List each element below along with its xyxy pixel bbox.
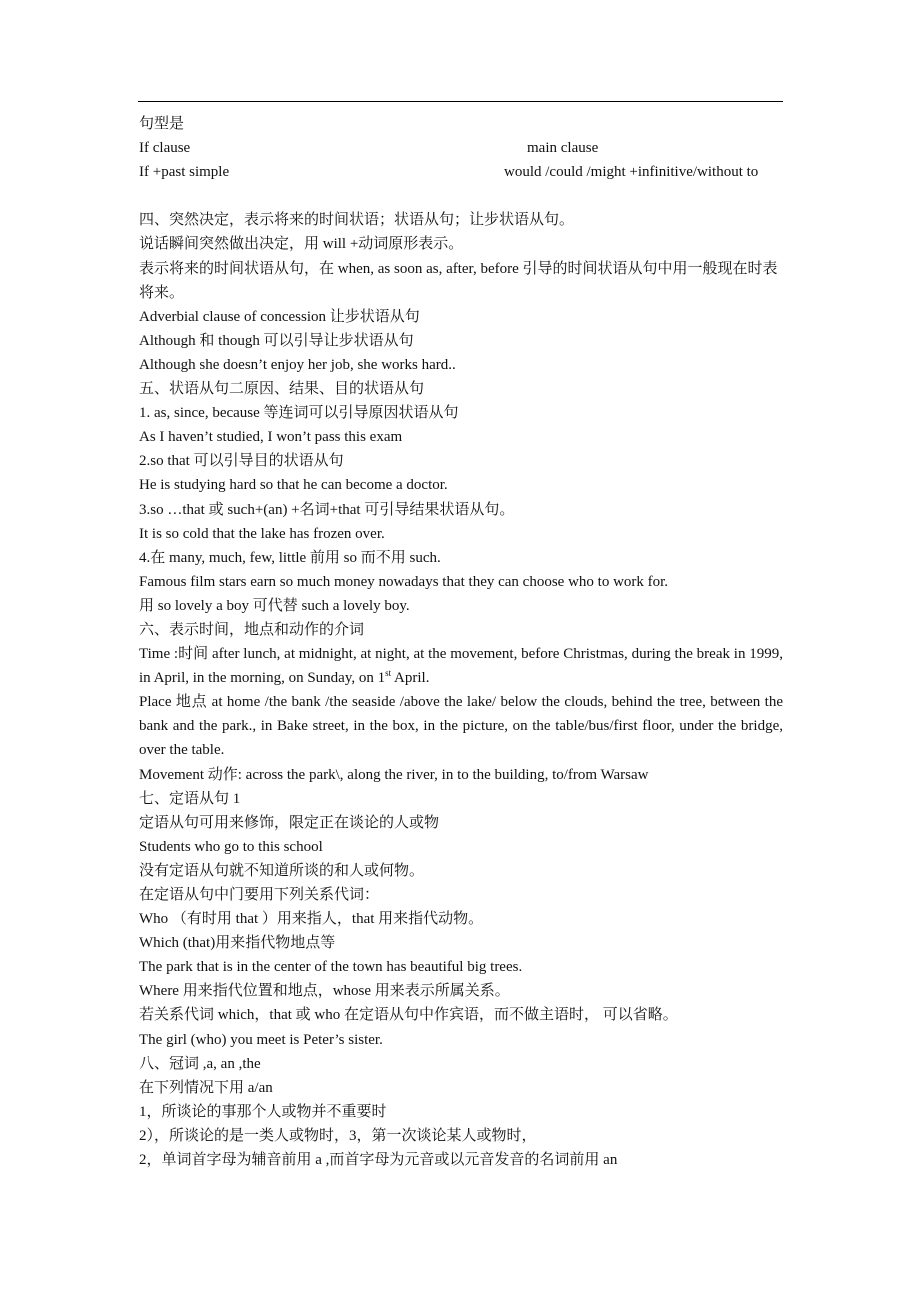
pattern-right-cell: main clause [527,140,599,157]
ordinal-suffix: st [385,668,392,679]
example-sentence: Famous film stars earn so much money nowadays that they can choose who to work for. [139,573,669,590]
time-text: Time :时间 after lunch, at midnight, at night, at the movement, before Christmas, during the break in 1999, in April, in the morning, on Sunday, on 1 [139,646,783,687]
paragraph-line: Where 用来指代位置和地点，whose 用来表示所属关系。 [139,983,510,1000]
paragraph-line: 若关系代词 which，that 或 who 在定语从句中作宾语，而不做主语时， 可以省略。 [139,1007,678,1024]
list-item: 4.在 many, much, few, little 前用 so 而不用 such. [139,549,441,566]
list-item: 2.so that 可以引导目的状语从句 [139,453,344,470]
list-item: 2，单词首字母为辅音前用 a ,而首字母为元音或以元音发音的名词前用 an [139,1152,618,1169]
example-sentence: As I haven’t studied, I won’t pass this exam [139,429,403,446]
list-item: 1，所谈论的事那个人或物并不重要时 [139,1103,387,1120]
example-sentence: The park that is in the center of the town has beautiful big trees. [139,959,523,976]
paragraph-line: 在下列情况下用 a/an [139,1079,273,1096]
example-sentence: The girl (who) you meet is Peter’s sister. [139,1031,383,1048]
place-prepositions-paragraph: Place 地点 at home /the bank /the seaside /above the lake/ below the clouds, behind the tree, between the bank and the park., in Bake street, in the box, in the picture, on the table/bus/first floor, under the bridge, over the table. [139,694,783,759]
example-sentence: It is so cold that the lake has frozen over. [139,525,385,542]
paragraph-line: 定语从句可用来修饰，限定正在谈论的人或物 [139,814,440,831]
pattern-right-cell: would /could /might +infinitive/without to [504,164,759,181]
example-sentence: Students who go to this school [139,838,323,855]
pattern-left-cell: If +past simple [139,164,230,181]
paragraph-line: 表示将来的时间状语从句，在 when, as soon as, after, before 引导的时间状语从句中用一般现在时表将来。 [139,260,778,301]
section-5-heading: 五、状语从句二原因、结果、目的状语从句 [139,381,425,398]
paragraph-line: Although 和 though 可以引导让步状语从句 [139,332,414,349]
section-8-heading: 八、冠词 ,a, an ,the [139,1055,261,1072]
section-4-heading: 四、突然决定，表示将来的时间状语；状语从句；让步状语从句。 [139,212,575,229]
document-body [139,112,783,1172]
example-sentence: He is studying hard so that he can become a doctor. [139,477,448,494]
paragraph-line: 在定语从句中门要用下列关系代词： [139,887,380,903]
section-6-heading: 六、表示时间，地点和动作的介词 [139,621,365,638]
paragraph-line: Who （有时用 that ）用来指人，that 用来指代动物。 [139,911,484,928]
blank-line [139,184,783,208]
time-text-end: April. [391,670,430,687]
paragraph-line: Adverbial clause of concession 让步状语从句 [139,308,420,325]
pattern-left-cell: If clause [139,140,191,157]
paragraph-line: 没有定语从句就不知道所谈的和人或何物。 [139,862,425,879]
time-prepositions-paragraph [139,642,783,690]
section-7-heading: 七、定语从句 1 [139,790,241,807]
pattern-table-row-1 [139,136,783,160]
paragraph-line: Which (that)用来指代物地点等 [139,935,336,952]
paragraph-line: 说话瞬间突然做出决定，用 will +动词原形表示。 [139,236,464,253]
list-item: 3.so …that 或 such+(an) +名词+that 可引导结果状语从句。 [139,501,515,518]
header-rule [138,101,783,102]
movement-prepositions-line: Movement 动作: across the park\, along the river, in to the building, to/from Warsaw [139,766,649,783]
paragraph-line: 用 so lovely a boy 可代替 such a lovely boy. [139,597,410,614]
list-item: 2），所谈论的是一类人或物时，3，第一次谈论某人或物时， [139,1127,537,1144]
example-sentence: Although she doesn’t enjoy her job, she works hard.. [139,356,456,373]
pattern-heading: 句型是 [139,116,185,132]
list-item: 1. as, since, because 等连词可以引导原因状语从句 [139,405,459,422]
pattern-table-row-2 [139,160,783,184]
